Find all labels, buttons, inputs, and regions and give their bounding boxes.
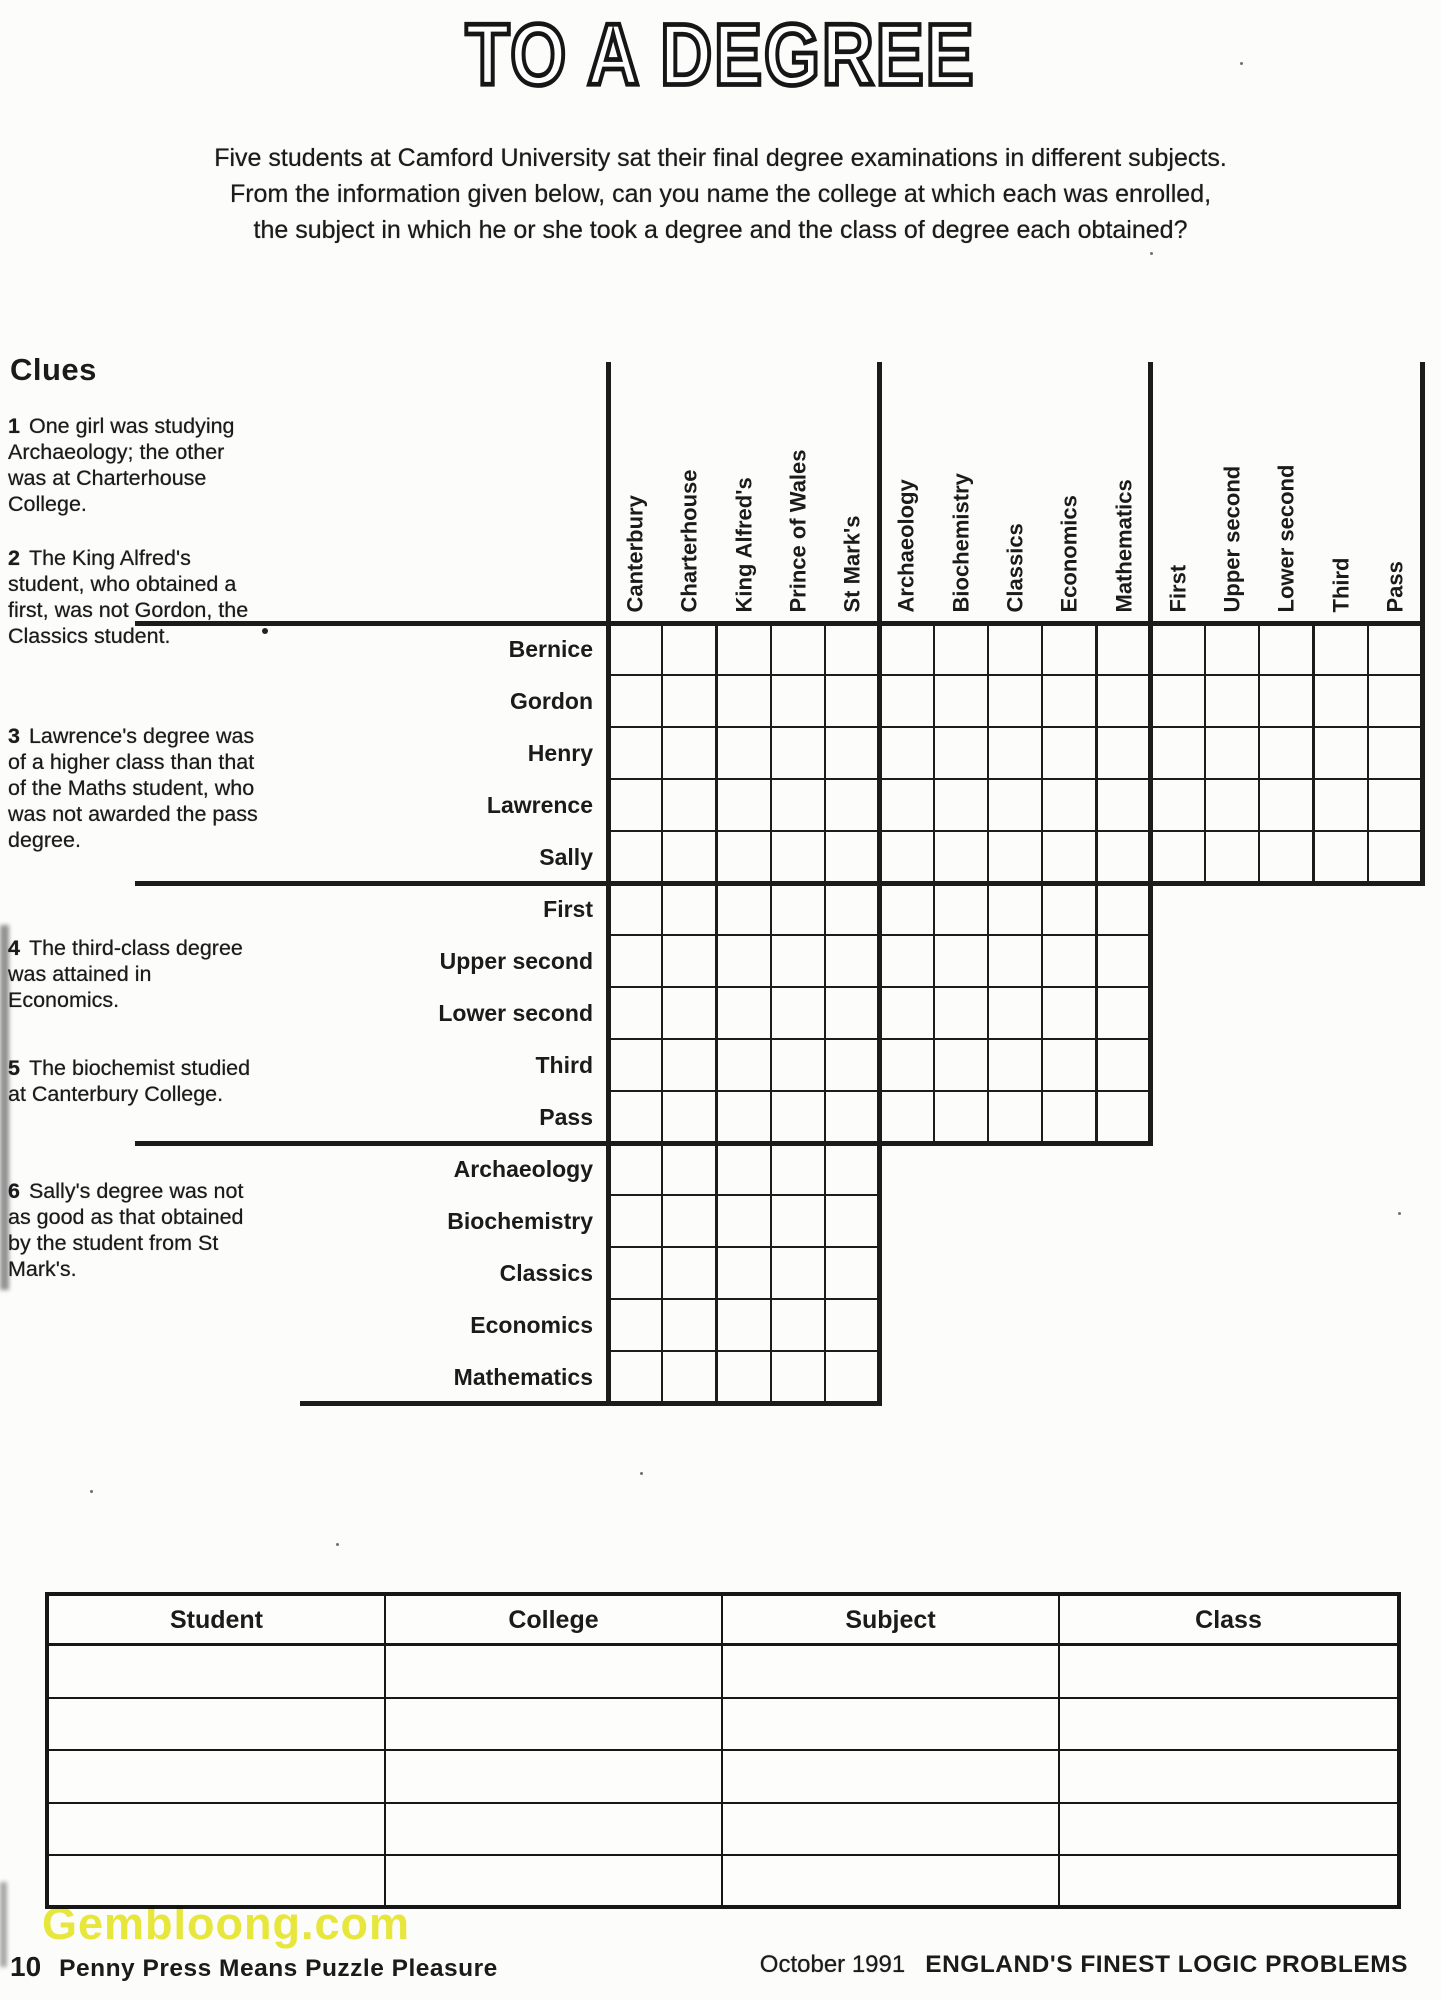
grid-cell[interactable] xyxy=(662,779,716,831)
row-label-classics: Classics xyxy=(499,1260,593,1286)
grid-cell[interactable] xyxy=(717,935,771,987)
grid-cell[interactable] xyxy=(988,831,1042,883)
grid-cell[interactable] xyxy=(1314,675,1368,727)
grid-cell[interactable] xyxy=(717,1195,771,1247)
grid-cell[interactable] xyxy=(1314,779,1368,831)
grid-cell[interactable] xyxy=(608,1247,662,1299)
grid-cell[interactable] xyxy=(879,831,933,883)
column-header-economics: Economics xyxy=(1056,495,1082,613)
solution-cell[interactable] xyxy=(49,1751,386,1804)
footer-date: October 1991 xyxy=(759,1951,906,1978)
grid-cell[interactable] xyxy=(934,779,988,831)
grid-cell[interactable] xyxy=(1205,675,1259,727)
grid-cell[interactable] xyxy=(879,1091,933,1143)
grid-cell[interactable] xyxy=(1259,623,1313,675)
column-header-classics: Classics xyxy=(1002,523,1028,613)
grid-cell[interactable] xyxy=(825,675,879,727)
grid-cell[interactable] xyxy=(771,1351,825,1403)
grid-cell[interactable] xyxy=(825,623,879,675)
page-number: 10 xyxy=(10,1951,42,1982)
grid-cell[interactable] xyxy=(1042,1039,1096,1091)
grid-cell[interactable] xyxy=(717,1299,771,1351)
grid-cell[interactable] xyxy=(1259,779,1313,831)
grid-cell[interactable] xyxy=(608,883,662,935)
grid-cell[interactable] xyxy=(608,779,662,831)
grid-cell[interactable] xyxy=(717,623,771,675)
grid-cell[interactable] xyxy=(1042,1091,1096,1143)
grid-cell[interactable] xyxy=(1368,623,1422,675)
grid-cell[interactable] xyxy=(1205,727,1259,779)
clue-4-number: 4 xyxy=(8,936,20,960)
column-header-first: First xyxy=(1165,564,1191,613)
grid-cell[interactable] xyxy=(771,727,825,779)
grid-cell[interactable] xyxy=(879,1039,933,1091)
solution-cell[interactable] xyxy=(386,1856,723,1909)
column-header-charterhouse: Charterhouse xyxy=(676,469,702,613)
grid-cell[interactable] xyxy=(1042,831,1096,883)
column-header-st-mark-s: St Mark's xyxy=(839,515,865,613)
scan-speck xyxy=(90,1490,93,1493)
row-label-mathematics: Mathematics xyxy=(453,1364,593,1390)
clue-4-text: The third-class degree was attained in Economics. xyxy=(8,936,243,1012)
grid-cell[interactable] xyxy=(988,727,1042,779)
row-label-third: Third xyxy=(535,1052,593,1078)
grid-cell[interactable] xyxy=(1259,675,1313,727)
grid-cell[interactable] xyxy=(1151,727,1205,779)
grid-cell[interactable] xyxy=(825,831,879,883)
solution-cell[interactable] xyxy=(386,1804,723,1857)
solution-cell[interactable] xyxy=(1060,1856,1397,1909)
scan-speck xyxy=(1398,1212,1401,1215)
grid-cell[interactable] xyxy=(608,675,662,727)
grid-cell[interactable] xyxy=(662,935,716,987)
solution-header-student: Student xyxy=(49,1596,386,1646)
grid-cell[interactable] xyxy=(771,1091,825,1143)
grid-cell[interactable] xyxy=(717,727,771,779)
grid-cell[interactable] xyxy=(934,883,988,935)
grid-cell[interactable] xyxy=(608,987,662,1039)
clue-6 xyxy=(8,1178,266,1282)
grid-cell[interactable] xyxy=(1368,831,1422,883)
row-label-bernice: Bernice xyxy=(508,636,593,662)
grid-cell[interactable] xyxy=(1205,779,1259,831)
scan-speck xyxy=(336,1543,339,1546)
grid-cell[interactable] xyxy=(879,935,933,987)
grid-cell[interactable] xyxy=(662,1351,716,1403)
clue-2-text: The King Alfred's student, who obtained a first, was not Gordon, the Classics student. xyxy=(8,546,249,648)
clues-heading: Clues xyxy=(10,352,97,387)
clue-3-text: Lawrence's degree was of a higher class than that of the Maths student, who was not awarded the pass degree. xyxy=(8,724,258,852)
grid-cell[interactable] xyxy=(879,987,933,1039)
solution-cell[interactable] xyxy=(49,1804,386,1857)
row-label-pass: Pass xyxy=(539,1104,593,1130)
grid-cell[interactable] xyxy=(934,831,988,883)
column-header-prince-of-wales: Prince of Wales xyxy=(785,449,811,613)
grid-cell[interactable] xyxy=(934,1091,988,1143)
grid-cell[interactable] xyxy=(825,1039,879,1091)
grid-cell[interactable] xyxy=(608,935,662,987)
grid-cell[interactable] xyxy=(825,779,879,831)
solution-header-class: Class xyxy=(1060,1596,1397,1646)
grid-cell[interactable] xyxy=(1368,727,1422,779)
grid-cell[interactable] xyxy=(771,1299,825,1351)
solution-cell[interactable] xyxy=(49,1699,386,1752)
row-label-lower-second: Lower second xyxy=(438,1000,593,1026)
grid-cell[interactable] xyxy=(608,1039,662,1091)
grid-cell[interactable] xyxy=(1096,1091,1150,1143)
clue-3-number: 3 xyxy=(8,724,20,748)
grid-cell[interactable] xyxy=(988,935,1042,987)
clue-1-text: One girl was studying Archaeology; the other was at Charterhouse College. xyxy=(8,414,235,516)
grid-cell[interactable] xyxy=(717,831,771,883)
grid-cell[interactable] xyxy=(825,987,879,1039)
grid-cell[interactable] xyxy=(1314,831,1368,883)
grid-cell[interactable] xyxy=(1151,623,1205,675)
grid-cell[interactable] xyxy=(879,883,933,935)
solution-header-college: College xyxy=(386,1596,723,1646)
scan-speck xyxy=(640,1472,643,1475)
column-header-king-alfred-s: King Alfred's xyxy=(731,477,757,613)
grid-cell[interactable] xyxy=(1151,831,1205,883)
grid-cell[interactable] xyxy=(717,779,771,831)
grid-cell[interactable] xyxy=(825,1299,879,1351)
solution-cell[interactable] xyxy=(723,1804,1060,1857)
solution-cell[interactable] xyxy=(1060,1804,1397,1857)
solution-cell[interactable] xyxy=(1060,1699,1397,1752)
grid-cell[interactable] xyxy=(1042,675,1096,727)
grid-cell[interactable] xyxy=(879,675,933,727)
grid-cell[interactable] xyxy=(879,623,933,675)
grid-cell[interactable] xyxy=(771,1247,825,1299)
grid-cell[interactable] xyxy=(717,987,771,1039)
grid-cell[interactable] xyxy=(717,675,771,727)
row-label-lawrence: Lawrence xyxy=(486,792,593,818)
grid-cell[interactable] xyxy=(1096,779,1150,831)
grid-cell[interactable] xyxy=(1096,935,1150,987)
grid-cell[interactable] xyxy=(662,1091,716,1143)
grid-cell[interactable] xyxy=(879,779,933,831)
grid-cell[interactable] xyxy=(662,1195,716,1247)
grid-cell[interactable] xyxy=(988,883,1042,935)
grid-cell[interactable] xyxy=(771,831,825,883)
grid-cell[interactable] xyxy=(608,1143,662,1195)
grid-cell[interactable] xyxy=(608,623,662,675)
grid-cell[interactable] xyxy=(1368,779,1422,831)
grid-cell[interactable] xyxy=(771,935,825,987)
grid-cell[interactable] xyxy=(771,1195,825,1247)
solution-cell[interactable] xyxy=(723,1751,1060,1804)
grid-cell[interactable] xyxy=(825,1247,879,1299)
footer-right xyxy=(760,1951,1408,1979)
clue-5 xyxy=(8,1055,266,1107)
row-label-henry: Henry xyxy=(527,740,593,766)
grid-cell[interactable] xyxy=(608,1299,662,1351)
grid-cell[interactable] xyxy=(879,727,933,779)
grid-cell[interactable] xyxy=(825,883,879,935)
page-title: TO A DEGREE xyxy=(465,7,976,104)
column-header-lower-second: Lower second xyxy=(1273,464,1299,613)
intro-line-2: From the information given below, can you name the college at which each was enrolled, xyxy=(229,180,1212,208)
grid-cell[interactable] xyxy=(1096,987,1150,1039)
row-label-first: First xyxy=(543,896,593,922)
grid-cell[interactable] xyxy=(1042,935,1096,987)
row-label-archaeology: Archaeology xyxy=(453,1156,593,1182)
grid-cell[interactable] xyxy=(934,987,988,1039)
row-label-sally: Sally xyxy=(539,844,593,870)
solution-table xyxy=(45,1592,1401,1909)
grid-cell[interactable] xyxy=(1096,675,1150,727)
grid-cell[interactable] xyxy=(662,623,716,675)
grid-cell[interactable] xyxy=(1042,883,1096,935)
grid-cell[interactable] xyxy=(988,987,1042,1039)
solution-cell[interactable] xyxy=(386,1751,723,1804)
clue-4 xyxy=(8,935,266,1013)
solution-cell[interactable] xyxy=(1060,1751,1397,1804)
clue-5-text: The biochemist studied at Canterbury College. xyxy=(8,1056,251,1106)
grid-cell[interactable] xyxy=(934,727,988,779)
grid-cell[interactable] xyxy=(1096,623,1150,675)
footer-left xyxy=(10,1951,498,1983)
column-header-pass: Pass xyxy=(1382,561,1408,613)
row-label-economics: Economics xyxy=(470,1312,593,1338)
clue-6-text: Sally's degree was not as good as that obtained by the student from St Mark's. xyxy=(8,1179,244,1281)
grid-cell[interactable] xyxy=(934,675,988,727)
grid-cell[interactable] xyxy=(1314,623,1368,675)
scan-streak xyxy=(0,1882,7,1967)
grid-cell[interactable] xyxy=(662,1143,716,1195)
grid-cell[interactable] xyxy=(934,623,988,675)
grid-cell[interactable] xyxy=(608,1091,662,1143)
clue-2 xyxy=(8,545,266,649)
column-header-upper-second: Upper second xyxy=(1219,465,1245,613)
row-label-gordon: Gordon xyxy=(509,688,593,714)
grid-cell[interactable] xyxy=(662,1299,716,1351)
grid-cell[interactable] xyxy=(1205,623,1259,675)
solution-cell[interactable] xyxy=(723,1856,1060,1909)
grid-cell[interactable] xyxy=(1205,831,1259,883)
grid-cell[interactable] xyxy=(717,883,771,935)
solution-cell[interactable] xyxy=(386,1699,723,1752)
grid-cell[interactable] xyxy=(934,1039,988,1091)
grid-cell[interactable] xyxy=(1259,831,1313,883)
grid-cell[interactable] xyxy=(717,1351,771,1403)
grid-cell[interactable] xyxy=(717,1247,771,1299)
clue-6-number: 6 xyxy=(8,1179,20,1203)
grid-cell[interactable] xyxy=(1042,727,1096,779)
grid-cell[interactable] xyxy=(608,831,662,883)
grid-cell[interactable] xyxy=(1042,987,1096,1039)
grid-cell[interactable] xyxy=(662,883,716,935)
grid-cell[interactable] xyxy=(825,1143,879,1195)
grid-cell[interactable] xyxy=(988,1039,1042,1091)
grid-cell[interactable] xyxy=(1096,831,1150,883)
column-header-third: Third xyxy=(1328,557,1354,613)
grid-cell[interactable] xyxy=(771,1039,825,1091)
watermark: Gembloong.com xyxy=(42,1898,411,1949)
grid-cell[interactable] xyxy=(662,831,716,883)
grid-cell[interactable] xyxy=(717,1143,771,1195)
solution-cell[interactable] xyxy=(723,1699,1060,1752)
grid-cell[interactable] xyxy=(608,1351,662,1403)
grid-cell[interactable] xyxy=(771,987,825,1039)
intro-text xyxy=(60,140,1381,248)
column-header-archaeology: Archaeology xyxy=(893,479,919,613)
grid-cell[interactable] xyxy=(1314,727,1368,779)
row-label-biochemistry: Biochemistry xyxy=(447,1208,593,1234)
grid-cell[interactable] xyxy=(662,987,716,1039)
intro-line-1: Five students at Camford University sat their final degree examinations in different subjects. xyxy=(214,144,1227,172)
grid-cell[interactable] xyxy=(825,727,879,779)
grid-cell[interactable] xyxy=(1151,779,1205,831)
grid-cell[interactable] xyxy=(1368,675,1422,727)
clue-2-number: 2 xyxy=(8,546,20,570)
grid-cell[interactable] xyxy=(608,727,662,779)
row-label-upper-second: Upper second xyxy=(439,948,593,974)
grid-cell[interactable] xyxy=(1096,1039,1150,1091)
grid-cell[interactable] xyxy=(825,1091,879,1143)
grid-cell[interactable] xyxy=(771,1143,825,1195)
grid-cell[interactable] xyxy=(608,1195,662,1247)
grid-cell[interactable] xyxy=(825,935,879,987)
solution-cell[interactable] xyxy=(49,1646,386,1699)
grid-cell[interactable] xyxy=(1259,727,1313,779)
solution-cell[interactable] xyxy=(1060,1646,1397,1699)
clue-3 xyxy=(8,723,266,853)
grid-cell[interactable] xyxy=(717,1039,771,1091)
footer-slogan: Penny Press Means Puzzle Pleasure xyxy=(59,1955,498,1982)
intro-line-3: the subject in which he or she took a degree and the class of degree each obtained? xyxy=(253,216,1188,244)
grid-cell[interactable] xyxy=(771,883,825,935)
grid-cell[interactable] xyxy=(662,675,716,727)
footer-brand: ENGLAND'S FINEST LOGIC PROBLEMS xyxy=(925,1951,1408,1978)
grid-cell[interactable] xyxy=(988,1091,1042,1143)
clue-5-number: 5 xyxy=(8,1056,20,1080)
grid-cell[interactable] xyxy=(825,1351,879,1403)
column-header-canterbury: Canterbury xyxy=(622,495,648,613)
solution-cell[interactable] xyxy=(723,1646,1060,1699)
grid-cell[interactable] xyxy=(988,779,1042,831)
clue-1-number: 1 xyxy=(8,414,20,438)
grid-cell[interactable] xyxy=(1096,727,1150,779)
grid-cell[interactable] xyxy=(1096,883,1150,935)
grid-cell[interactable] xyxy=(662,727,716,779)
clue-1 xyxy=(8,413,266,517)
scan-speck xyxy=(1150,252,1153,255)
grid-cell[interactable] xyxy=(825,1195,879,1247)
grid-cell[interactable] xyxy=(771,779,825,831)
grid-cell[interactable] xyxy=(1042,623,1096,675)
grid-cell[interactable] xyxy=(1151,675,1205,727)
grid-cell[interactable] xyxy=(662,1039,716,1091)
column-header-biochemistry: Biochemistry xyxy=(948,473,974,613)
grid-cell[interactable] xyxy=(988,675,1042,727)
grid-cell[interactable] xyxy=(1042,779,1096,831)
grid-cell[interactable] xyxy=(662,1247,716,1299)
grid-cell[interactable] xyxy=(717,1091,771,1143)
grid-cell[interactable] xyxy=(771,623,825,675)
grid-cell[interactable] xyxy=(771,675,825,727)
solution-cell[interactable] xyxy=(386,1646,723,1699)
grid-cell[interactable] xyxy=(988,623,1042,675)
solution-header-subject: Subject xyxy=(723,1596,1060,1646)
column-header-mathematics: Mathematics xyxy=(1111,479,1137,613)
grid-cell[interactable] xyxy=(934,935,988,987)
